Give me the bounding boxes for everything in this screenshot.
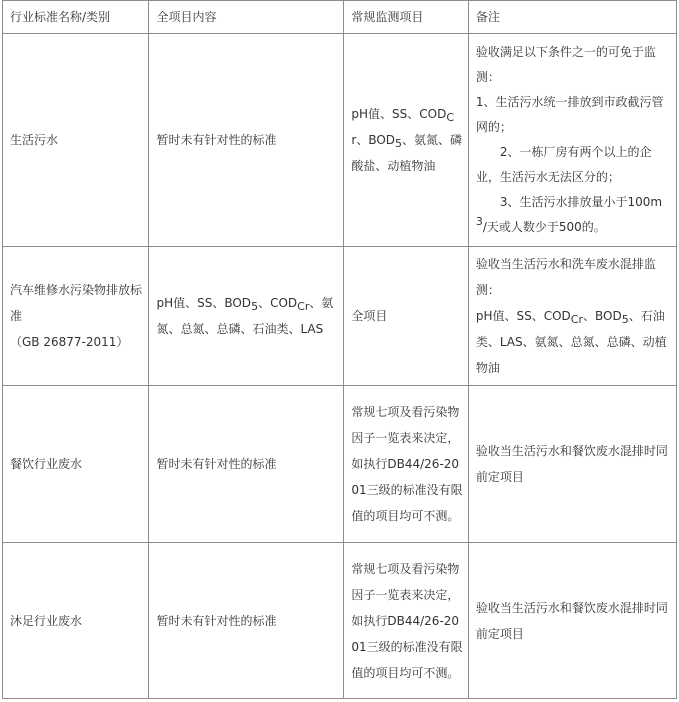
note-text-part: 、BOD [582,309,622,323]
note-items [476,303,671,381]
content-text-part: pH值、SS、BOD [156,296,252,310]
subscript: 5 [395,137,403,150]
table-row [3,34,677,247]
note-intro: 验收满足以下条件之一的可免于监测： [475,45,656,84]
header-routine-monitoring: 常规监测项目 [344,1,468,34]
subscript: Cr [570,313,583,326]
row-monitor-cell: 常规七项及看污染物因子一览表来决定，如执行DB44/26-2001三级的标准没有限值的项目均可不测。 [344,543,468,699]
row-content-cell: 暂时未有针对性的标准 [149,543,344,699]
row-monitor-cell: 全项目 [344,247,468,386]
row-note-cell: 验收当生活污水和餐饮废水混排时同前定项目 [468,543,676,699]
note-item-3 [476,190,671,240]
table-row [3,543,677,699]
monitor-text-part: 、氨氮、磷酸盐、动植物油 [351,133,463,173]
subscript: 5 [251,300,259,313]
subscript: C [446,111,455,124]
note-item-3-text: 3、生活污水排放量小于100m [499,195,663,209]
row-content-cell: 暂时未有针对性的标准 [149,34,344,247]
standard-name: 汽车维修水污染物排放标准 [10,283,143,323]
row-content-cell: 暂时未有针对性的标准 [149,386,344,543]
table-header-row [3,1,677,34]
row-note-cell: 验收当生活污水和餐饮废水混排时同前定项目 [468,386,676,543]
row-monitor-cell: 常规七项及看污染物因子一览表来决定，如执行DB44/26-2001三级的标准没有限值的项目均可不测。 [344,386,468,543]
note-item-3-tail: /天或人数少于500的。 [482,220,606,234]
row-note-cell [468,247,676,386]
monitor-text-part: pH值、SS、COD [351,107,447,121]
note-intro: 验收当生活污水和洗车废水混排监测： [475,257,656,297]
note-text-part: 、石油类、LAS、氨氮、总氮、总磷、动植物油 [475,309,667,375]
row-name-cell: 沐足行业废水 [3,543,149,699]
row-monitor-cell [344,34,468,247]
row-name-cell: 生活污水 [3,34,149,247]
subscript: Cr [297,300,310,313]
header-remarks: 备注 [468,1,676,34]
note-item-1: 1、生活污水统一排放到市政截污管网的； [475,95,664,134]
standards-table [2,0,677,699]
subscript: 5 [621,313,629,326]
note-item-2-text: 2、一栋厂房有两个以上的企业，生活污水无法区分的； [475,145,652,184]
row-name-cell [3,247,149,386]
table-row [3,247,677,386]
header-standard-name: 行业标准名称/类别 [3,1,149,34]
row-name-cell: 餐饮行业废水 [3,386,149,543]
header-full-items: 全项目内容 [149,1,344,34]
superscript: 3 [475,215,483,228]
table-row [3,386,677,543]
content-text-part: 、COD [258,296,298,310]
note-item-2 [476,140,671,190]
row-content-cell [149,247,344,386]
monitor-text-part: r、BOD [351,133,396,147]
note-text-part: pH值、SS、COD [475,309,571,323]
content-text-part: 、氨氮、总氮、总磷、石油类、LAS [156,296,334,336]
standard-code: （GB 26877-2011） [10,335,129,349]
row-note-cell [468,34,676,247]
